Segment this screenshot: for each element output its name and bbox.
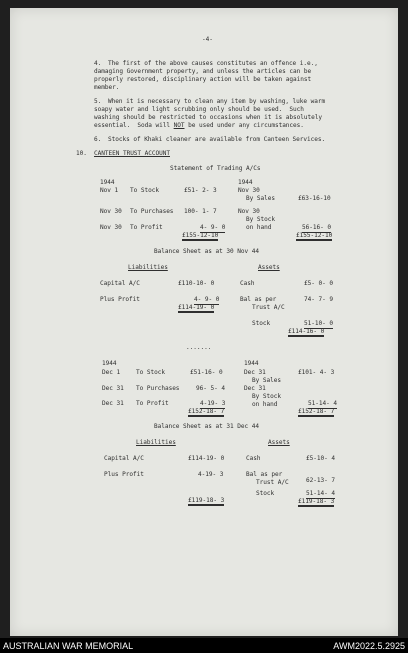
dec-left-r2-date: Dec 31 xyxy=(102,385,124,392)
nov-left-r2-date: Nov 30 xyxy=(100,208,122,215)
nov-right-r1-label: By Sales xyxy=(246,195,275,202)
nov-right-r2-date: Nov 30 xyxy=(238,208,260,215)
dec-liab-total: £119-18- 3 xyxy=(188,497,224,506)
nov-left-r1-date: Nov 1 xyxy=(100,187,119,194)
dec-left-r3-amt: 4-19- 3 xyxy=(200,400,226,407)
para-4-line-4: member. xyxy=(94,84,120,91)
nov-left-r2-amt: 100- 1- 7 xyxy=(184,208,217,215)
nov-liab-total: £114-19- 0 xyxy=(178,304,214,313)
para-5-line-4b: be used under any circumstances. xyxy=(184,122,304,129)
nov-asset1-label: Cash xyxy=(240,280,255,287)
nov-asset2-label2: Trust A/C xyxy=(252,304,285,311)
dec-asset1-amt: £5-10- 4 xyxy=(306,455,335,462)
dec-left-year: 1944 xyxy=(102,360,117,367)
para-5-line-4 xyxy=(94,122,304,129)
nov-right-r2-amt: 56-16- 0 xyxy=(302,224,331,231)
dec-asset2-amt: 62-13- 7 xyxy=(306,477,335,484)
dec-left-r2-amt: 96- 5- 4 xyxy=(196,385,225,392)
section-number: 10. xyxy=(76,150,87,157)
dec-asset3-amt: 51-14- 4 xyxy=(306,490,335,497)
dec-liabilities-heading: Liabilities xyxy=(136,439,176,446)
para-5-line-2: soapy water and light scrubbing only should be used. Such xyxy=(94,106,304,113)
dec-left-r2-label: To Purchases xyxy=(136,385,180,392)
dec-balance-heading: Balance Sheet as at 31 Dec 44 xyxy=(154,423,259,430)
nov-asset2-amt: 74- 7- 9 xyxy=(304,296,333,303)
nov-assets-heading: Assets xyxy=(258,264,280,271)
nov-right-total: £155-12-10 xyxy=(296,232,332,241)
dec-liab2-label: Plus Profit xyxy=(104,471,144,478)
footer-catalog-id: AWM2022.5.2925 xyxy=(333,641,405,651)
nov-left-r3-label: To Profit xyxy=(130,224,163,231)
dec-liab2-amt: 4-19- 3 xyxy=(198,471,224,478)
para-4-number: 4. xyxy=(94,60,102,67)
para-4-line-1: The first of the above causes constitutes an offence i.e., xyxy=(108,60,318,67)
para-4-line-2: damaging Government property, and unless the articles can be xyxy=(94,68,312,75)
nov-right-r2-label1: By Stock xyxy=(246,216,275,223)
dec-right-r1-date: Dec 31 xyxy=(244,369,266,376)
nov-right-r1-date: Nov 30 xyxy=(238,187,260,194)
dec-liab1-label: Capital A/C xyxy=(104,455,144,462)
nov-left-total: £155-12-10 xyxy=(182,232,218,241)
nov-asset3-label: Stock xyxy=(252,320,271,327)
para-5-line-4a: essential. Soda will xyxy=(94,122,174,129)
nov-asset-total: £114-16- 0 xyxy=(288,328,324,337)
dec-asset1-label: Cash xyxy=(246,455,261,462)
para-6-line-1: Stocks of Khaki cleaner are available from Canteen Services. xyxy=(108,136,326,143)
dec-left-r1-date: Dec 1 xyxy=(102,369,121,376)
nov-asset1-amt: £5- 0- 0 xyxy=(304,280,333,287)
nov-left-year: 1944 xyxy=(100,179,115,186)
footer-institution: AUSTRALIAN WAR MEMORIAL xyxy=(3,641,134,651)
nov-left-r3-date: Nov 30 xyxy=(100,224,122,231)
separator-dots: ....... xyxy=(186,344,212,351)
para-5-line-1: When it is necessary to clean any item by washing, luke warm xyxy=(108,98,326,105)
dec-right-r2-amt: 51-14- 4 xyxy=(308,400,337,407)
dec-asset-total: £119-18- 3 xyxy=(298,498,334,507)
nov-right-r2-label2: on hand xyxy=(246,224,272,231)
dec-right-year: 1944 xyxy=(244,360,259,367)
dec-asset2-label1: Bal as per xyxy=(246,471,283,478)
nov-liab2-label: Plus Profit xyxy=(100,296,140,303)
nov-right-r1-amt: £63-16-10 xyxy=(298,195,331,202)
nov-trading-heading: Statement of Trading A/Cs xyxy=(170,165,261,172)
nov-asset3-amt: 51-10- 0 xyxy=(304,320,333,327)
dec-left-total: £152-18- 7 xyxy=(188,408,224,417)
dec-asset2-label2: Trust A/C xyxy=(256,479,289,486)
nov-right-year: 1944 xyxy=(238,179,253,186)
dec-liab1-amt: £114-19- 0 xyxy=(188,455,225,462)
dec-left-r3-label: To Profit xyxy=(136,400,169,407)
nov-left-r1-label: To Stock xyxy=(130,187,159,194)
dec-left-r1-label: To Stock xyxy=(136,369,165,376)
para-5-number: 5. xyxy=(94,98,102,105)
dec-right-r2-label1: By Stock xyxy=(252,393,281,400)
dec-right-total: £152-18- 7 xyxy=(298,408,334,417)
document-page xyxy=(10,8,398,636)
dec-assets-heading: Assets xyxy=(268,439,290,446)
dec-asset3-label: Stock xyxy=(256,490,275,497)
para-4-line-3: properly restored, disciplinary action will be taken against xyxy=(94,76,312,83)
nov-balance-heading: Balance Sheet as at 30 Nov 44 xyxy=(154,248,259,255)
section-title: CANTEEN TRUST ACCOUNT xyxy=(94,150,170,157)
page-number: -4- xyxy=(202,36,213,43)
dec-right-r1-label: By Sales xyxy=(252,377,281,384)
dec-right-r2-date: Dec 31 xyxy=(244,385,266,392)
para-5-line-3: washing should be restricted to occasions when it is absolutely xyxy=(94,114,322,121)
nov-liabilities-heading: Liabilities xyxy=(128,264,168,271)
nov-left-r3-amt: 4- 9- 0 xyxy=(200,224,226,231)
dec-right-r2-label2: on hand xyxy=(252,401,278,408)
nov-left-r2-label: To Purchases xyxy=(130,208,174,215)
dec-left-r3-date: Dec 31 xyxy=(102,400,124,407)
para-6-number: 6. xyxy=(94,136,102,143)
nov-left-r1-amt: £51- 2- 3 xyxy=(184,187,217,194)
nov-liab1-amt: £110-10- 0 xyxy=(178,280,215,287)
para-5-not: NOT xyxy=(173,122,185,129)
nov-liab1-label: Capital A/C xyxy=(100,280,140,287)
nov-liab2-amt: 4- 9- 0 xyxy=(194,296,220,303)
nov-asset2-label1: Bal as per xyxy=(240,296,277,303)
dec-left-r1-amt: £51-16- 0 xyxy=(190,369,223,376)
dec-right-r1-amt: £101- 4- 3 xyxy=(298,369,335,376)
